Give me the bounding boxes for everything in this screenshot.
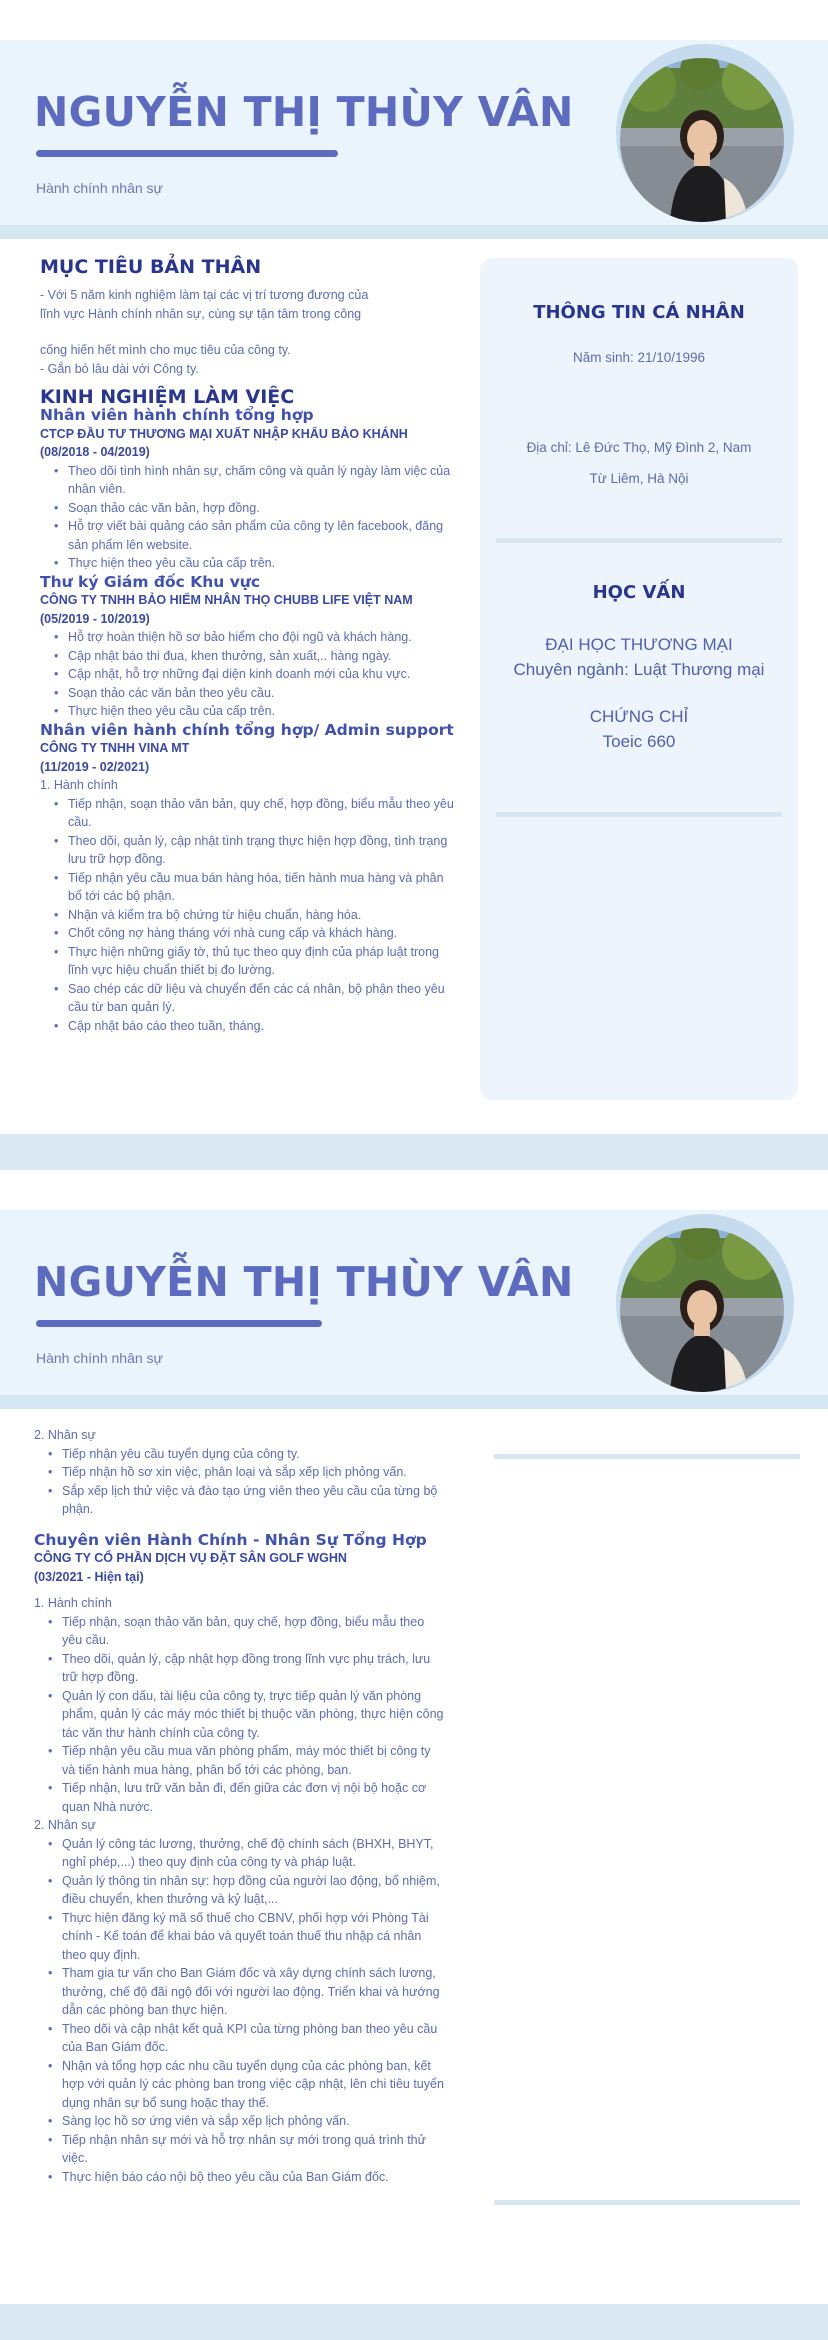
cv-page-2 <box>0 1170 828 2340</box>
candidate-name: NGUYỄN THỊ THÙY VÂN <box>34 88 574 136</box>
job-duties <box>40 462 460 573</box>
candidate-role: Hành chính nhân sự <box>36 180 163 196</box>
address-line: Địa chỉ: Lê Đức Thọ, Mỹ Đình 2, Nam <box>526 440 752 455</box>
job-period: (03/2021 - Hiện tại) <box>34 1569 144 1584</box>
job-entry <box>40 573 460 721</box>
duty-item: • Tiếp nhận hồ sơ xin việc, phân loại và sắp xếp lịch phỏng vấn. <box>62 1463 446 1482</box>
duty-subheading: 1. Hành chính <box>40 778 118 792</box>
duty-item: • Tiếp nhận nhân sự mới và hỗ trợ nhân sự mới trong quá trình thử việc. <box>62 2131 446 2168</box>
school-name: ĐẠI HỌC THƯƠNG MẠI <box>545 635 733 654</box>
candidate-role: Hành chính nhân sự <box>36 1350 163 1366</box>
address-line: Từ Liêm, Hà Nội <box>589 471 689 486</box>
duty-item: • Soạn thảo các văn bản, hợp đồng. <box>68 499 460 518</box>
duty-item: • Tham gia tư vấn cho Ban Giám đốc và xây dựng chính sách lương, thưởng, chế độ đãi ngộ đối với người lao động. Triển khai và hướng dẫn các phòng ban thực hiện. <box>62 1964 446 2020</box>
duty-item: • Hỗ trợ viết bài quảng cáo sản phẩm của công ty lên facebook, đăng sản phẩm lên website. <box>68 517 460 554</box>
job-company: CÔNG TY TNHH VINA MT <box>40 741 190 755</box>
duty-item: • Cập nhật báo thi đua, khen thưởng, sản xuất,.. hàng ngày. <box>68 647 460 666</box>
duty-item: • Soạn thảo các văn bản theo yêu cầu. <box>68 684 460 703</box>
job-entry <box>34 1531 446 2187</box>
experience-list-p1 <box>40 406 460 1035</box>
education-heading: HỌC VẤN <box>592 582 686 603</box>
experience-list-p2 <box>34 1426 446 2186</box>
job-company: CÔNG TY CỔ PHẦN DỊCH VỤ ĐẶT SÂN GOLF WGHN <box>34 1551 347 1565</box>
objective-line: lĩnh vực Hành chính nhân sự, cùng sự tận tâm trong công <box>40 306 362 321</box>
name-underline <box>36 150 338 157</box>
duty-item: • Chốt công nợ hàng tháng với nhà cung cấp và khách hàng. <box>68 924 460 943</box>
objective-line: - Gắn bó lâu dài với Công ty. <box>40 361 199 376</box>
duty-subheading: 1. Hành chính <box>34 1596 112 1610</box>
duty-item: • Theo dõi, quản lý, cập nhật tình trạng thực hiện hợp đồng, tình trạng lưu trữ hợp đồng. <box>68 832 460 869</box>
job-duties <box>40 628 460 721</box>
birth-year: Năm sinh: 21/10/1996 <box>572 350 706 365</box>
duty-item: • Tiếp nhận yêu cầu mua bán hàng hóa, tiến hành mua hàng và phân bổ tới các bộ phận. <box>68 869 460 906</box>
sidebar-divider <box>494 2200 800 2205</box>
sidebar-divider <box>496 538 782 543</box>
header-stripe <box>0 225 828 239</box>
duty-item: • Theo dõi, quản lý, cập nhật hợp đồng trong lĩnh vực phụ trách, lưu trữ hợp đồng. <box>62 1650 446 1687</box>
duty-item: • Theo dõi tình hình nhân sự, chấm công và quản lý ngày làm việc của nhân viên. <box>68 462 460 499</box>
candidate-name: NGUYỄN THỊ THÙY VÂN <box>34 1258 574 1306</box>
job-duties <box>34 1613 446 1817</box>
major: Chuyên ngành: Luật Thương mại <box>513 660 765 679</box>
job-period: (05/2019 - 10/2019) <box>40 611 150 626</box>
duty-subheading: 2. Nhân sự <box>34 1818 96 1832</box>
duty-item: • Tiếp nhận, lưu trữ văn bản đi, đến giữa các đơn vị nội bộ hoặc cơ quan Nhà nước. <box>62 1779 446 1816</box>
sidebar-divider <box>494 1454 800 1459</box>
job-period: (08/2018 - 04/2019) <box>40 445 150 459</box>
job-title: Nhân viên hành chính tổng hợp/ Admin support <box>40 720 454 739</box>
duty-item: • Nhận và tổng hợp các nhu cầu tuyển dụng của các phòng ban, kết hợp với quản lý các phòng ban trong việc cập nhật, lên chi tiêu tuyển dụng nhân sự bổ sung hoặc thay thế. <box>62 2057 446 2113</box>
duty-item: • Nhận và kiểm tra bộ chứng từ hiệu chuẩn, hàng hóa. <box>68 906 460 925</box>
certificate-heading: CHỨNG CHỈ <box>589 707 689 726</box>
page-footer-band <box>0 2304 828 2340</box>
job-duties <box>34 1835 446 2187</box>
job-company: CÔNG TY TNHH BẢO HIỂM NHÂN THỌ CHUBB LIFE VIỆT NAM <box>40 593 413 607</box>
certificate: Toeic 660 <box>602 732 676 751</box>
portrait-photo <box>620 1228 784 1392</box>
sidebar-card <box>480 258 798 1100</box>
objective-text <box>40 286 440 378</box>
duty-item: • Cập nhật báo cáo theo tuần, tháng. <box>68 1017 460 1036</box>
objective-line: - Với 5 năm kinh nghiệm làm tại các vị trí tương đương của <box>40 288 369 302</box>
job-entry <box>40 721 460 1036</box>
duty-item: • Thực hiện đăng ký mã số thuế cho CBNV, phối hợp với Phòng Tài chính - Kế toán để khai báo và quyết toán thuế thu nhập cá nhân theo quy định. <box>62 1909 446 1965</box>
duty-item: • Sàng lọc hồ sơ ứng viên và sắp xếp lịch phỏng vấn. <box>62 2112 446 2131</box>
job-title: Thư ký Giám đốc Khu vực <box>40 572 261 591</box>
duty-item: • Hỗ trợ hoàn thiện hồ sơ bảo hiểm cho đội ngũ và khách hàng. <box>68 628 460 647</box>
duty-item: • Quản lý con dấu, tài liệu của công ty, trực tiếp quản lý văn phòng phẩm, quản lý các máy móc thiết bị thuộc văn phòng, thực hiện công tác văn thư hành chính của công ty. <box>62 1687 446 1743</box>
portrait-photo <box>620 58 784 222</box>
duty-item: • Thực hiện báo cáo nội bộ theo yêu cầu của Ban Giám đốc. <box>62 2168 446 2187</box>
duty-item: • Tiếp nhận, soạn thảo văn bản, quy chế, hợp đồng, biểu mẫu theo yêu cầu. <box>68 795 460 832</box>
page-footer-band <box>0 1134 828 1170</box>
header-stripe <box>0 1395 828 1409</box>
sidebar-divider <box>496 812 782 817</box>
objective-line: cống hiến hết mình cho mục tiêu của công ty. <box>40 343 291 357</box>
duty-item: • Tiếp nhận yêu cầu tuyển dụng của công ty. <box>62 1445 446 1464</box>
duty-item: • Quản lý thông tin nhân sự: hợp đồng của người lao động, bổ nhiệm, điều chuyển, khen thưởng và kỷ luật,... <box>62 1872 446 1909</box>
objective-heading: MỤC TIÊU BẢN THÂN <box>40 256 262 278</box>
duty-item: • Sao chép các dữ liệu và chuyển đến các cá nhân, bộ phận theo yêu cầu từ ban quản lý. <box>68 980 460 1017</box>
job-company: CTCP ĐẦU TƯ THƯƠNG MẠI XUẤT NHẬP KHẨU BẢO KHÁNH <box>40 426 408 441</box>
job-title: Nhân viên hành chính tổng hợp <box>40 406 314 424</box>
duty-item: • Tiếp nhận yêu cầu mua văn phòng phẩm, máy móc thiết bị công ty và tiến hành mua hàng, phân bổ tới các phòng, ban. <box>62 1742 446 1779</box>
duty-item: • Theo dõi và cập nhật kết quả KPI của từng phòng ban theo yêu cầu của Ban Giám đốc. <box>62 2020 446 2057</box>
job-period: (11/2019 - 02/2021) <box>40 759 150 774</box>
job-duties <box>34 1445 446 1519</box>
job-duties <box>40 795 460 1036</box>
name-underline <box>36 1320 322 1327</box>
duty-item: • Thực hiện theo yêu cầu của cấp trên. <box>68 554 460 573</box>
duty-item: • Thực hiện những giấy tờ, thủ tục theo quy định của pháp luật trong lĩnh vực hiệu chuẩn thiết bị đo lường. <box>68 943 460 980</box>
duty-subheading: 2. Nhân sự <box>34 1428 96 1442</box>
personal-info-heading: THÔNG TIN CÁ NHÂN <box>533 302 745 323</box>
duty-item: • Sắp xếp lịch thử việc và đào tạo ứng viên theo yêu cầu của từng bộ phận. <box>62 1482 446 1519</box>
job-title: Chuyên viên Hành Chính - Nhân Sự Tổng Hợp <box>34 1530 427 1549</box>
duty-item: • Cập nhật, hỗ trợ những đại diện kinh doanh mới của khu vực. <box>68 665 460 684</box>
job-entry <box>40 406 460 573</box>
duty-item: • Thực hiện theo yêu cầu của cấp trên. <box>68 702 460 721</box>
experience-heading: KINH NGHIỆM LÀM VIỆC <box>40 386 295 408</box>
duty-item: • Quản lý công tác lương, thưởng, chế độ chính sách (BHXH, BHYT, nghỉ phép,...) theo quy định của công ty và pháp luật. <box>62 1835 446 1872</box>
duty-item: • Tiếp nhận, soạn thảo văn bản, quy chế, hợp đồng, biểu mẫu theo yêu cầu. <box>62 1613 446 1650</box>
